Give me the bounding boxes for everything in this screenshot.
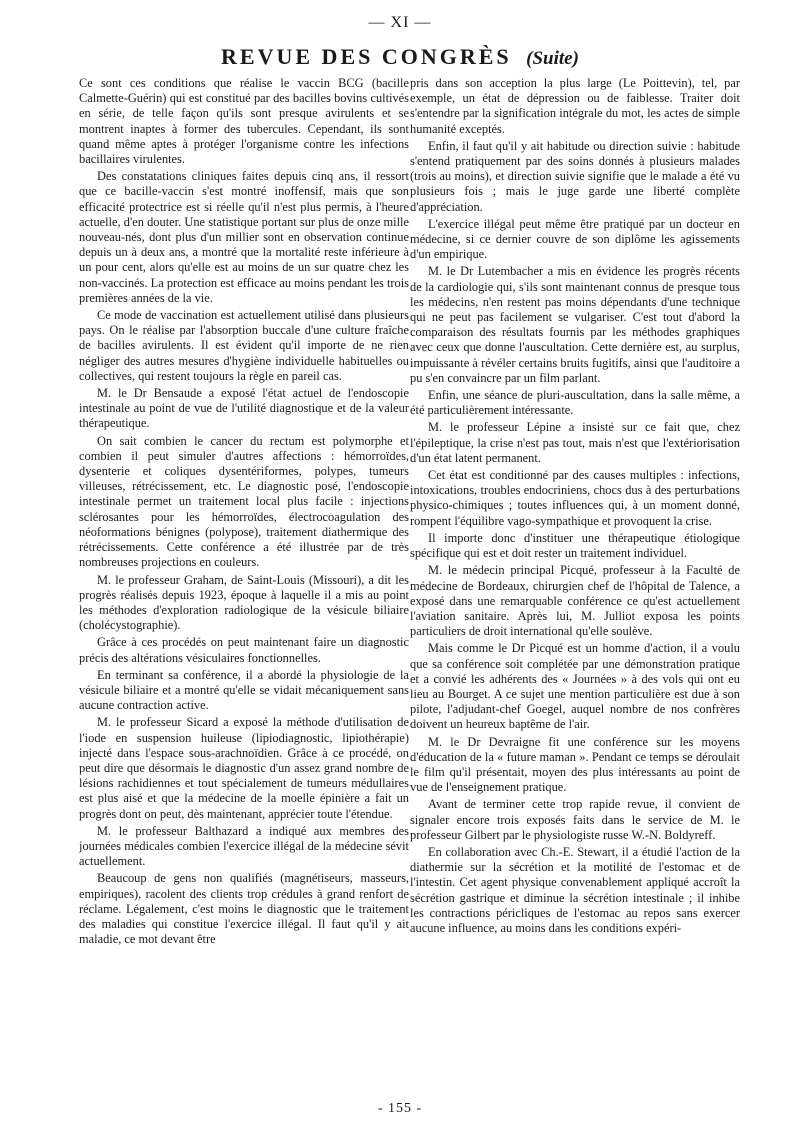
paragraph: L'exercice illégal peut même être pratiqué par un docteur en médecine, si ce dernier couvre de son diplôme les agissements d'un empirique. xyxy=(410,216,740,262)
paragraph: M. le professeur Graham, de Saint-Louis (Missouri), a dit les progrès réalisés depuis 1923, époque à laquelle il a mis au point les méthodes d'exploration radiologique de la vésicule biliaire (cholécystographie). xyxy=(79,572,409,633)
paragraph: pris dans son acception la plus large (Le Poittevin), tel, par exemple, un état de dépression ou de faiblesse. Traiter doit s'entendre par la signification intégrale du mot, les actes de simple humanité exceptés. xyxy=(410,76,740,136)
paragraph: Ce mode de vaccination est actuellement utilisé dans plusieurs pays. On le réalise par l'absorption buccale d'une culture fraîche de bacilles avirulents. Il est évident qu'il importe de ne rien négliger des autres mesures d'hygiène individuelle habituelles ou collectives, qui restent toujours la règle en pareil cas. xyxy=(79,308,409,383)
page-title xyxy=(0,44,800,70)
paragraph: M. le Dr Devraigne fit une conférence sur les moyens d'éducation de la « future maman ». Pendant ce temps se déroulait le film qu'il présentait, moyen des plus intéressants au point de vue de l'enseignement pratique. xyxy=(410,734,740,795)
paragraph: Enfin, une séance de pluri-auscultation, dans la salle même, a été particulièrement intéressante. xyxy=(410,388,740,418)
paragraph: M. le professeur Lépine a insisté sur ce fait que, chez l'épileptique, la crise n'est pas tout, mais n'est que l'extériorisation d'un état latent permanent. xyxy=(410,420,740,465)
paragraph: Avant de terminer cette trop rapide revue, il convient de signaler encore trois exposés faits dans le service de M. le professeur Gilbert par le physiologiste russe W.-N. Boldyreff. xyxy=(410,797,740,842)
paragraph: M. le Dr Bensaude a exposé l'état actuel de l'endoscopie intestinale au point de vue de l'utilité diagnostique et de la valeur thérapeutique. xyxy=(79,386,409,431)
paragraph: On sait combien le cancer du rectum est polymorphe et combien il peut simuler d'autres affections : hémorroïdes, dysenterie et coliques dysentériformes, polypes, tumeurs villeuses, rétrécissement, etc. Le diagnostic posé, l'endoscopie intestinale permet un traitement local plus facile : injections sclérosantes pour les hémorroïdes, électrocoagulation des néoformations bénignes (polypose), traitement diathermique des rétrécissements. Cette conférence a été illustrée par de très nombreuses projections en couleurs. xyxy=(79,433,409,570)
page-number: - 155 - xyxy=(377,1101,423,1116)
paragraph: M. le médecin principal Picqué, professeur à la Faculté de médecine de Bordeaux, chirurgien chef de l'hôpital de Talence, a exposé dans une remarquable conférence ce qu'est actuellement l'aviation sanitaire. Après lui, M. Julliot exposa les points particuliers de droit international qu'elle soulève. xyxy=(410,563,740,639)
page-roman-numeral: — XI — xyxy=(368,14,432,31)
paragraph: Ce sont ces conditions que réalise le vaccin BCG (bacille Calmette-Guérin) qui est constitué par des bacilles bovins cultivés en série, de telle façon qu'ils sont presque avirulents et se montrent inaptes à former des tubercules. Cependant, ils sont quand même aptes à protéger l'organisme contre les infections bacillaires virulentes. xyxy=(79,76,409,167)
paragraph: Grâce à ces procédés on peut maintenant faire un diagnostic précis des altérations vésiculaires fonctionnelles. xyxy=(79,635,409,665)
paragraph: Mais comme le Dr Picqué est un homme d'action, il a voulu que sa conférence soit complétée par une démonstration pratique et a convié les adhérents des « Journées » à des vols qui ont eu lieu au Bourget. A ce sujet une mention particulière est due à son pilote, l'adjudant-chef Goegel, auquel nombre de nos confrères doivent un heureux baptême de l'air. xyxy=(410,641,740,732)
paragraph: M. le professeur Sicard a exposé la méthode d'utilisation de l'iode en suspension huileuse (lipiodiagnostic, lipiothérapie) injecté dans l'espace sous-arachnoïdien. Grâce à ce procédé, on peut dire que désormais le diagnostic d'un assez grand nombre de lésions rachidiennes et tout spécialement de tumeurs médullaires est plus aisé et que la médecine de la moelle épinière a fait un progrès dont on peut, dès maintenant, apprécier toute l'étendue. xyxy=(79,715,409,821)
paragraph: Des constatations cliniques faites depuis cinq ans, il ressort que ce bacille-vaccin s'est montré inoffensif, mais que son efficacité protectrice est si réelle qu'il n'est plus permis, à l'heure actuelle, d'en douter. Une statistique portant sur plus de onze mille nouveau-nés, dont plus d'un millier sont en observation continue depuis un à deux ans, a montré que la mortalité reste inférieure à un pour cent, alors qu'elle est au moins de un sur quatre chez les non-vaccinés. La protection est efficace au moins pendant les trois premières années de la vie. xyxy=(79,169,409,305)
paragraph: M. le Dr Lutembacher a mis en évidence les progrès récents de la cardiologie qui, s'ils sont maintenant connus de presque tous les médecins, n'en restent pas moins dépendants d'une technique qui ne peut pas facilement se vulgariser. C'est tout d'abord la comparaison des résultats fournis par les méthodes graphiques avec ceux que donne l'auscultation. Cette dernière est, au surplus, impuissante à révéler certains bruits fugitifs, ainsi que l'auditoire a pu s'en convaincre par un film parlant. xyxy=(410,264,740,385)
title-main: REVUE DES CONGRÈS xyxy=(221,44,512,69)
paragraph: Il importe donc d'instituer une thérapeutique étiologique spécifique qui est et doit rester un traitement individuel. xyxy=(410,530,740,561)
paragraph: Enfin, il faut qu'il y ait habitude ou direction suivie : habitude s'entend pratiquement par des soins donnés à plusieurs malades (trois au moins), et direction suivie signifie que le malade a été vu plusieurs fois ; mais le juge garde une liberté complète d'appréciation. xyxy=(410,138,740,214)
left-column xyxy=(79,76,409,1091)
title-suffix: (Suite) xyxy=(526,48,579,69)
paragraph: En collaboration avec Ch.-E. Stewart, il a étudié l'action de la diathermie sur la sécrétion et la motilité de l'estomac et de l'intestin. Cet agent physique convenablement appliqué accroît la sécrétion gastrique et diminue la sécrétion intestinale ; il inhibe les contractions péricliques de l'estomac au repos sans exercer aucune influence, au moins dans les conditions expéri- xyxy=(410,844,740,935)
paragraph: Beaucoup de gens non qualifiés (magnétiseurs, masseurs, empiriques), racolent des clients trop crédules à grand renfort de réclame. Légalement, c'est moins le diagnostic que le traitement des maladies qui constitue l'exercice illégal. Il faut qu'il y ait maladie, ce mot devant être xyxy=(79,871,409,947)
paragraph: Cet état est conditionné par des causes multiples : infections, intoxications, troubles endocriniens, chocs dus à des perturbations physico-chimiques ; toutes influences qui, à un moment donné, rompent l'équilibre vago-sympathique et provoquent la crise. xyxy=(410,468,740,528)
paragraph: En terminant sa conférence, il a abordé la physiologie de la vésicule biliaire et a montré qu'elle se vidait mécaniquement sans aucune contraction active. xyxy=(79,667,409,713)
paragraph: M. le professeur Balthazard a indiqué aux membres des journées médicales combien l'exercice illégal de la médecine sévit actuellement. xyxy=(79,823,409,869)
right-column xyxy=(410,76,740,1091)
